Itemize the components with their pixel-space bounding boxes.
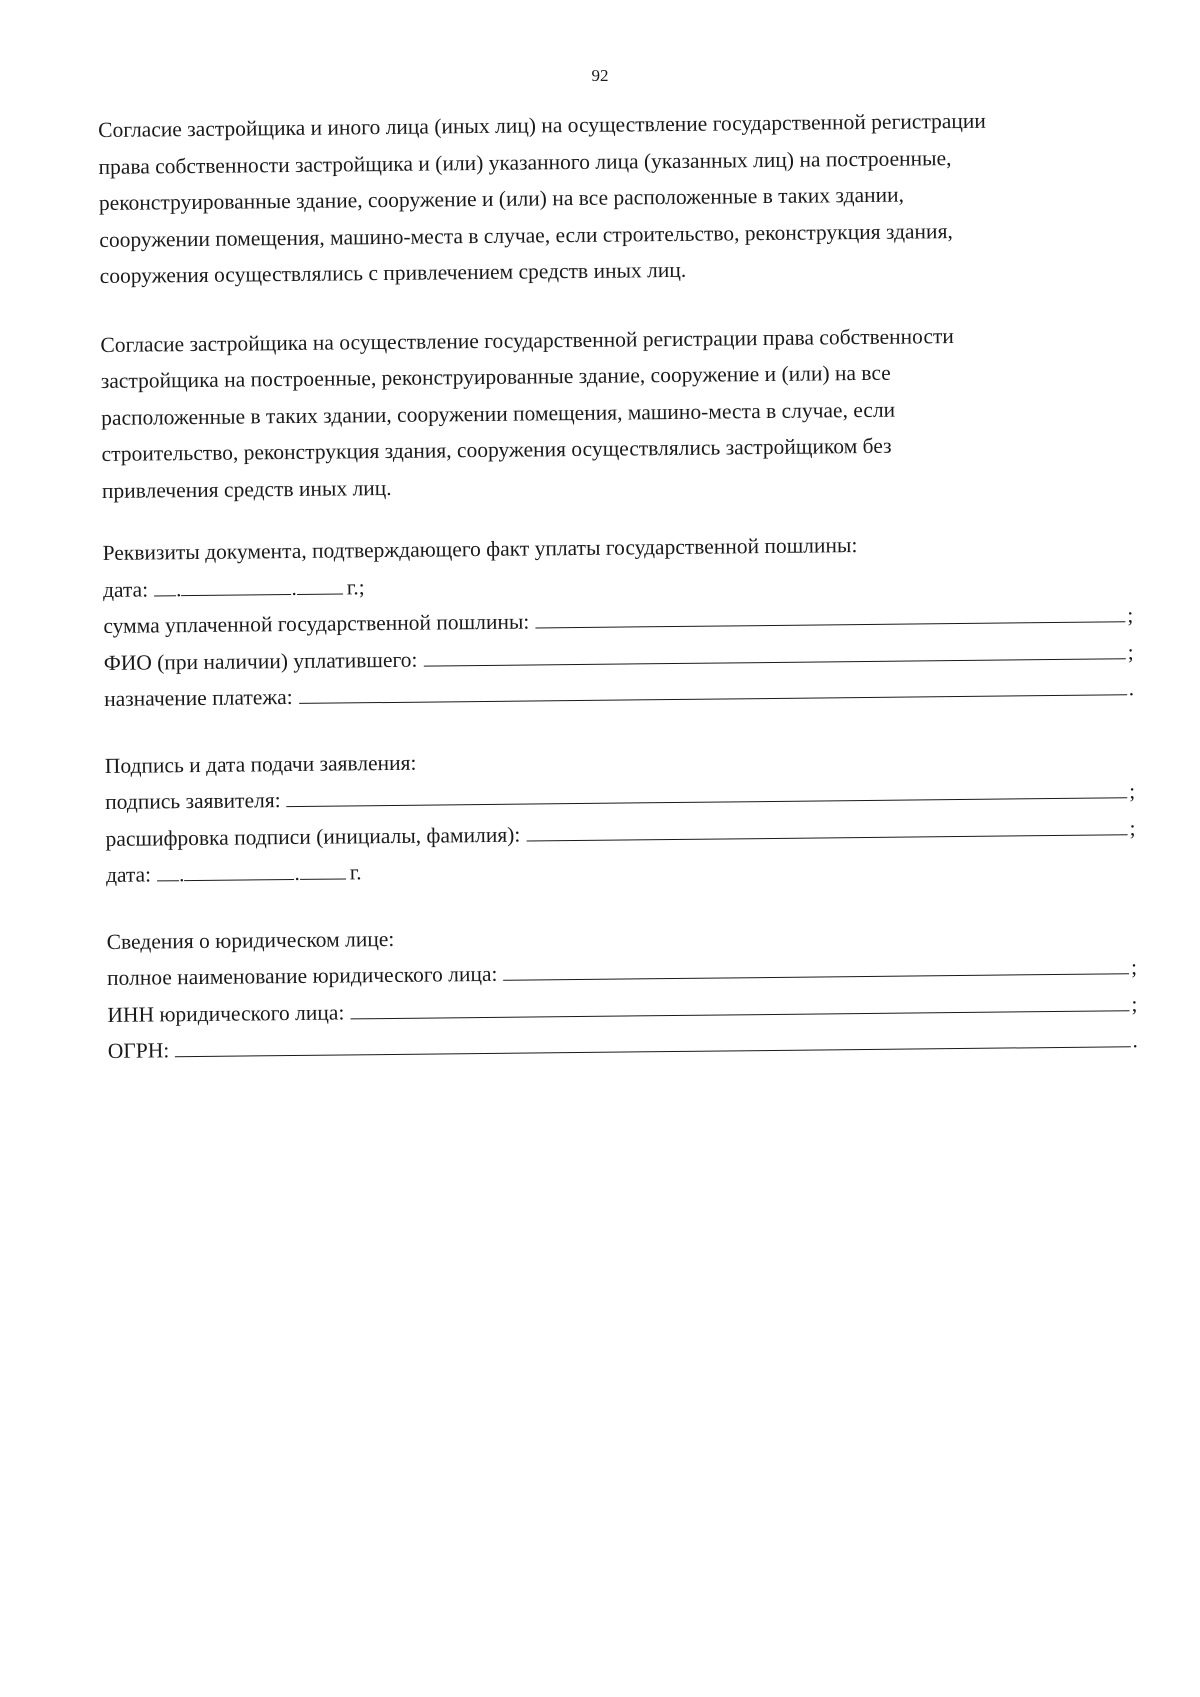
signature-heading: Подпись и дата подачи заявления: [104,750,417,778]
page-number: 92 [591,66,609,85]
payment-date-day-blank[interactable] [154,573,176,596]
applicant-signature-field: подпись заявителя: ; [105,773,1135,820]
consent-paragraph-developer [100,316,1132,509]
legal-entity-section [106,913,1137,1070]
text-line: привлечения средств иных лиц. [101,475,392,503]
signature-decode-field: расшифровка подписи (инициалы, фамилия): ; [105,810,1135,857]
signature-date-year-blank[interactable] [300,856,346,879]
payment-purpose-label: назначение платежа: [104,684,293,711]
legal-entity-name-label: полное наименование юридического лица: [106,961,498,990]
inn-field: ИНН юридического лица: ; [107,986,1137,1033]
payer-name-field: ФИО (при наличии) уплатившего: ; [104,634,1134,681]
payment-purpose-field: назначение платежа: . [104,670,1134,717]
consent-paragraph-developer-and-others [98,101,1130,294]
signature-decode-label: расшифровка подписи (инициалы, фамилия): [105,822,521,851]
payment-purpose-blank[interactable] [299,672,1127,704]
payment-amount-label: сумма уплаченной государственной пошлины: [103,609,530,638]
payment-date-label: дата: [102,577,149,602]
text-line: Согласие застройщика на осуществление государственной регистрации права собственности [100,323,954,357]
text-line: права собственности застройщика и (или) указанного лица (указанных лиц) на построенные, [98,145,952,179]
legal-entity-name-blank[interactable] [503,951,1129,981]
legal-entity-heading: Сведения о юридическом лице: [106,926,395,954]
signature-section [105,737,1136,894]
payer-name-label: ФИО (при наличии) уплатившего: [103,647,418,675]
text-line: застройщика на построенные, реконструированные здание, сооружение и (или) на все [100,360,891,393]
signature-date-field: дата: . . г. [106,846,1136,893]
text-line: Согласие застройщика и иного лица (иных лиц) на осуществление государственной регистрации [98,108,986,142]
payment-heading: Реквизиты документа, подтверждающего факт уплаты государственной пошлины: [102,533,858,565]
document-body [98,101,1138,1099]
legal-entity-name-field: полное наименование юридического лица: ; [107,949,1137,996]
text-line: расположенные в таких здании, сооружении помещения, машино-места в случае, если [101,397,896,430]
signature-decode-blank[interactable] [526,812,1128,841]
text-line: сооружении помещения, машино-места в случае, если строительство, реконструкция здания, [99,218,953,252]
applicant-signature-label: подпись заявителя: [105,788,281,814]
payment-date-field: дата: . . г.; [103,561,1133,608]
payment-amount-blank[interactable] [535,599,1125,628]
payer-name-blank[interactable] [423,636,1126,666]
payment-amount-field: сумма уплаченной государственной пошлины: ; [103,597,1133,644]
ogrn-label: ОГРН: [107,1038,170,1063]
payment-date-suffix: г.; [346,574,365,599]
payment-date-month-blank[interactable] [181,572,291,596]
payment-details-section [102,524,1134,717]
payment-date-year-blank[interactable] [297,571,343,594]
ogrn-field: ОГРН: . [108,1022,1138,1069]
text-line: сооружения осуществлялись с привлечением средств иных лиц. [99,257,687,288]
text-line: реконструированные здание, сооружение и (или) на все расположенные в таких здании, [98,182,905,215]
signature-date-day-blank[interactable] [157,858,179,881]
signature-date-suffix: г. [349,860,362,885]
signature-date-label: дата: [105,862,152,887]
inn-label: ИНН юридического лица: [107,999,345,1027]
text-line: строительство, реконструкция здания, сооружения осуществлялись застройщиком без [101,433,892,466]
signature-date-month-blank[interactable] [184,857,294,881]
